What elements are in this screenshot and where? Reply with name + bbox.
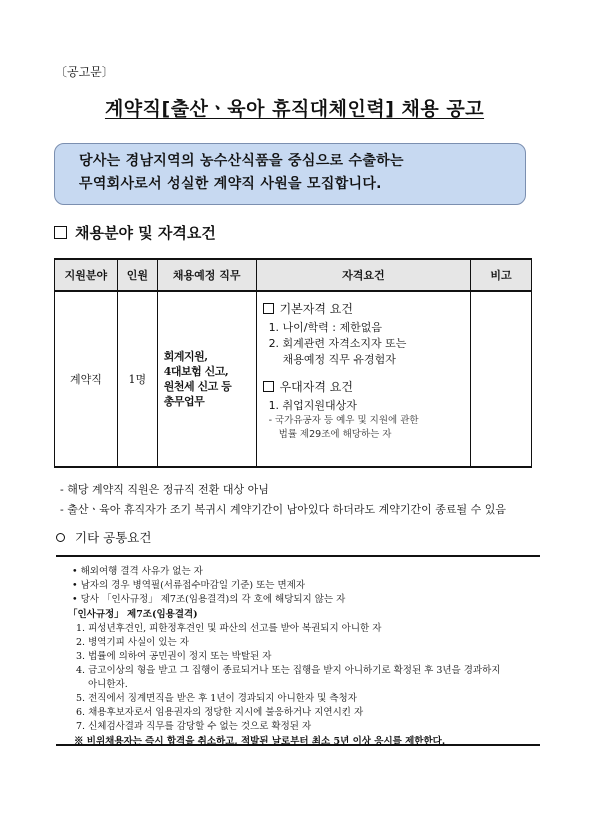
square-bullet-icon [263,303,274,314]
square-bullet-icon [54,226,67,239]
preferred-sub-item: - 국가유공자 등 예우 및 지원에 관한 [268,415,419,426]
duty-line: 회계지원, [163,350,208,363]
preferred-requirements-heading [263,378,467,395]
basic-item: 2. 회계관련 자격소지자 또는 [268,337,407,350]
cell-count: 1명 [117,291,157,467]
basic-requirements-heading [263,300,467,317]
cell-qualification [256,291,471,467]
common-bullet: • 남자의 경우 병역필(서류접수마감일 기준) 또는 면제자 [72,580,306,591]
rule-item: 5. 전직에서 징계면직을 받은 후 1년이 경과되지 아니한자 및 측청자 [76,693,357,704]
duty-line: 총무업무 [163,395,205,408]
rule-item: 1. 피성년후견인, 피한정후견인 및 파산의 선고를 받아 복권되지 아니한 자 [76,623,382,634]
circle-bullet-icon [56,533,65,542]
notes [60,480,506,520]
page-title: 계약직[출산ㆍ육아 휴직대체인력] 채용 공고 [104,98,485,120]
common-requirements-box [56,555,540,746]
duty-line: 4대보험 신고, [163,365,229,378]
basic-item-continued: 채용예정 직무 유경험자 [282,353,396,366]
section-title-common [56,528,151,546]
basic-item: 1. 나이/학력 : 제한없음 [268,321,382,334]
preferred-sub-item-continued: 법률 제29조에 해당하는 자 [278,429,392,440]
intro-line-1: 당사는 경남지역의 농수산식품을 중심으로 수출하는 [79,153,404,169]
rule-item: 6. 채용후보자로서 임용권자의 정당한 지시에 불응하거나 지연시킨 자 [76,707,364,718]
preferred-requirements-title: 우대자격 요건 [279,380,353,394]
note-line: - 해당 계약직 직원은 정규직 전환 대상 아님 [60,483,269,496]
header-duty: 채용예정 직무 [157,259,256,291]
header-qualification: 자격요건 [256,259,471,291]
rule-item-continued: 아니한자. [88,679,128,690]
header-note: 비고 [471,259,532,291]
common-bullet: • 해외여행 결격 사유가 없는 자 [72,566,203,577]
intro-box [54,143,526,205]
common-bullet: • 당사 「인사규정」 제7조(임용결격)의 각 호에 해당되지 않는 자 [72,594,346,605]
notice-tag: 〔공고문〕 [55,65,114,79]
rule-item: 4. 금고이상의 형을 받고 그 집행이 종료되거나 또는 집행을 받지 아니하기로 확정된 후 3년을 경과하지 [76,665,501,676]
table-header-row [55,259,532,291]
rule-item: 7. 신체검사결과 직무를 감당할 수 없는 것으로 확정된 자 [76,721,312,732]
basic-requirements-title: 기본자격 요건 [279,302,353,316]
square-bullet-icon [263,381,274,392]
cell-field: 계약직 [55,291,118,467]
requirements-table [54,258,532,468]
note-line: - 출산ㆍ육아 휴직자가 조기 복귀시 계약기간이 남아있다 하더라도 계약기간이 종료될 수 있음 [60,503,506,516]
warning-text: ※ 비위채용자는 즉시 합격을 취소하고, 적발된 날로부터 최소 5년 이상 응시를 제한한다. [74,736,446,747]
duty-line: 원천세 신고 등 [163,380,232,393]
cell-duty [157,291,256,467]
rule-title: 「인사규정」 제7조(임용결격) [68,609,198,620]
rule-item: 3. 법률에 의하여 공민권이 정지 또는 박탈된 자 [76,651,272,662]
rule-item: 2. 병역기피 사실이 있는 자 [76,637,189,648]
preferred-item: 1. 취업지원대상자 [268,399,357,412]
section-title-common-text: 기타 공통요건 [75,530,152,545]
intro-line-2: 무역회사로서 성실한 계약직 사원을 모집합니다. [79,176,382,192]
header-count: 인원 [117,259,157,291]
table-row [55,291,532,467]
header-field: 지원분야 [55,259,118,291]
cell-note [471,291,532,467]
section-title-text: 채용분야 및 자격요건 [75,224,216,242]
section-title-requirements [54,222,216,243]
